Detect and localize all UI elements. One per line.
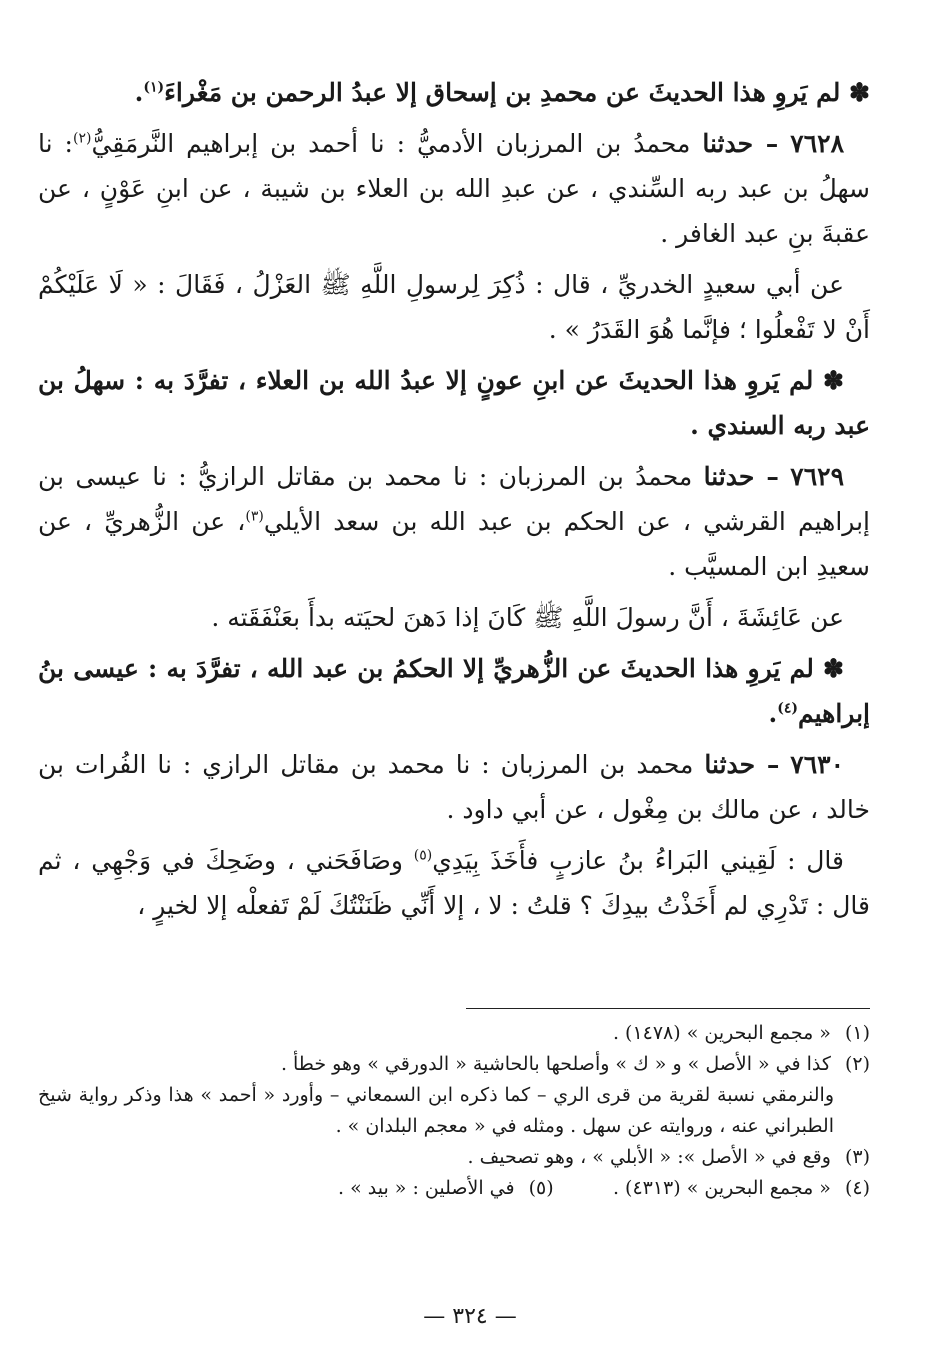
hadith-lead: – حدثنا: [703, 462, 779, 491]
paragraph-note-3: ✽ لم يَروِ هذا الحديثَ عن الزُّهريِّ إلا الحكمُ بن عبد الله ، تفرَّدَ به : عيسى بنُ إبراهيم$^{(٤)}$.: [38, 654, 870, 728]
footnote-5: (٥) في الأصلين : « بيد » .: [338, 1173, 554, 1204]
footnotes: [38, 1018, 870, 1204]
hadith-number: ٧٦٣٠: [790, 750, 845, 779]
paragraph-note-2: ✽ لم يَروِ هذا الحديثَ عن ابنِ عونٍ إلا عبدُ الله بن العلاء ، تفرَّدَ به : سهلُ بن عبد ربه السندي .: [38, 366, 870, 440]
footnote-4: (٤) « مجمع البحرين » (٤٣١٣) .: [613, 1173, 870, 1204]
footnote-ref-1[interactable]: (١): [143, 79, 165, 96]
footnote-mark: (٢): [844, 1053, 870, 1075]
footnote-mark: (٥): [528, 1177, 554, 1199]
hadith-lead: – حدثنا: [702, 129, 779, 158]
matn-7629: عن عَائِشَةَ ، أَنَّ رسولَ اللَّهِ ﷺ كَانَ إذا دَهنَ لحيَته بدأَ بعَنْفَقَته .: [211, 603, 844, 632]
footnote-mark: (٤): [844, 1177, 870, 1199]
footnote-row-4-5: [38, 1173, 870, 1204]
matn-7630: قال : لَقِيني البَراءُ بنُ عازبٍ فأَخَذَ بِيَدِي$^{(٥)}$ وصَافَحَني ، وضَحِكَ في وَجْهِي ، ثم قال : تَدْرِي لم أَخَذْتُ بيدِكَ ؟ قلتُ : لا ، إلا أَنِّي ظَنَنْتُكَ لَمْ تَفعلْه إلا لخيرٍ ،: [38, 846, 870, 920]
matn-7628: عن أبي سعيدٍ الخدريِّ ، قال : ذُكِرَ لِرسولِ اللَّهِ ﷺ العَزْلُ ، فَقَالَ : « لَا عَلَيْكُمْ أَنْ لا تَفْعلُوا ؛ فإنَّما هُوَ القَدَرُ » .: [38, 270, 870, 344]
hadith-number: ٧٦٢٩: [790, 462, 845, 491]
footnote-ref-2[interactable]: (٢): [72, 130, 92, 147]
page-number: — ٣٢٤ —: [423, 1304, 517, 1329]
footnote-3: (٣) وقع في « الأصل »: « الأبلي » ، وهو تصحيف .: [38, 1142, 870, 1173]
footnote-separator: [466, 1008, 870, 1009]
footnote-mark: (١): [844, 1022, 870, 1044]
hadith-7630: ٧٦٣٠ – حدثنا محمد بن المرزبان : نا محمد بن مقاتل الرازي : نا الفُرات بن خالد ، عن مالك بن مِغْول ، عن أبي داود .: [38, 750, 870, 824]
footnote-ref-5[interactable]: (٥): [413, 847, 433, 864]
main-text: [38, 70, 870, 928]
hadith-lead: – حدثنا: [704, 750, 780, 779]
footnote-ref-3[interactable]: (٣): [245, 508, 264, 525]
footnote-2-continued: والنرمقي نسبة لقرية من قرى الري – كما ذكره ابن السمعاني – وأورد « أحمد » هذا وذكر رواية شيخ الطبراني عنه ، وروايته عن سهل . ومثله في « معجم البلدان » .: [38, 1084, 834, 1137]
hadith-7629: ٧٦٢٩ – حدثنا محمدُ بن المرزبان : نا محمد بن مقاتل الرازيُّ : نا عيسى بن إبراهيم القرشي ، عن الحكم بن عبد الله بن سعد الأيلي$^{(٣)}$، عن الزُّهريِّ ، عن سعيدِ ابن المسيَّب .: [38, 462, 870, 581]
footnote-1: (١) « مجمع البحرين » (١٤٧٨) .: [38, 1018, 870, 1049]
footnote-ref-4[interactable]: (٤): [777, 700, 798, 717]
hadith-number: ٧٦٢٨: [790, 129, 845, 158]
hadith-7628: ٧٦٢٨ – حدثنا محمدُ بن المرزبان الأدميُّ : نا أحمد بن إبراهيم النَّرمَقِيُّ$^{(٢)}$: نا سهلُ بن عبد ربه السِّندي ، عن عبدِ الله بن العلاء بن شيبة ، عن ابنِ عَوْنٍ ، عن عقبةَ بنِ عبد الغافر .: [38, 129, 870, 248]
paragraph-note-1: ✽ لم يَروِ هذا الحديثَ عن محمدِ بن إسحاق إلا عبدُ الرحمن بن مَغْراءَ$^{(١)}$.: [134, 78, 870, 107]
footnote-mark: (٣): [844, 1146, 870, 1168]
footnote-2: (٢) كذا في « الأصل » و « ك » وأصلحها بالحاشية « الدورقي » وهو خطأ .: [38, 1049, 870, 1080]
